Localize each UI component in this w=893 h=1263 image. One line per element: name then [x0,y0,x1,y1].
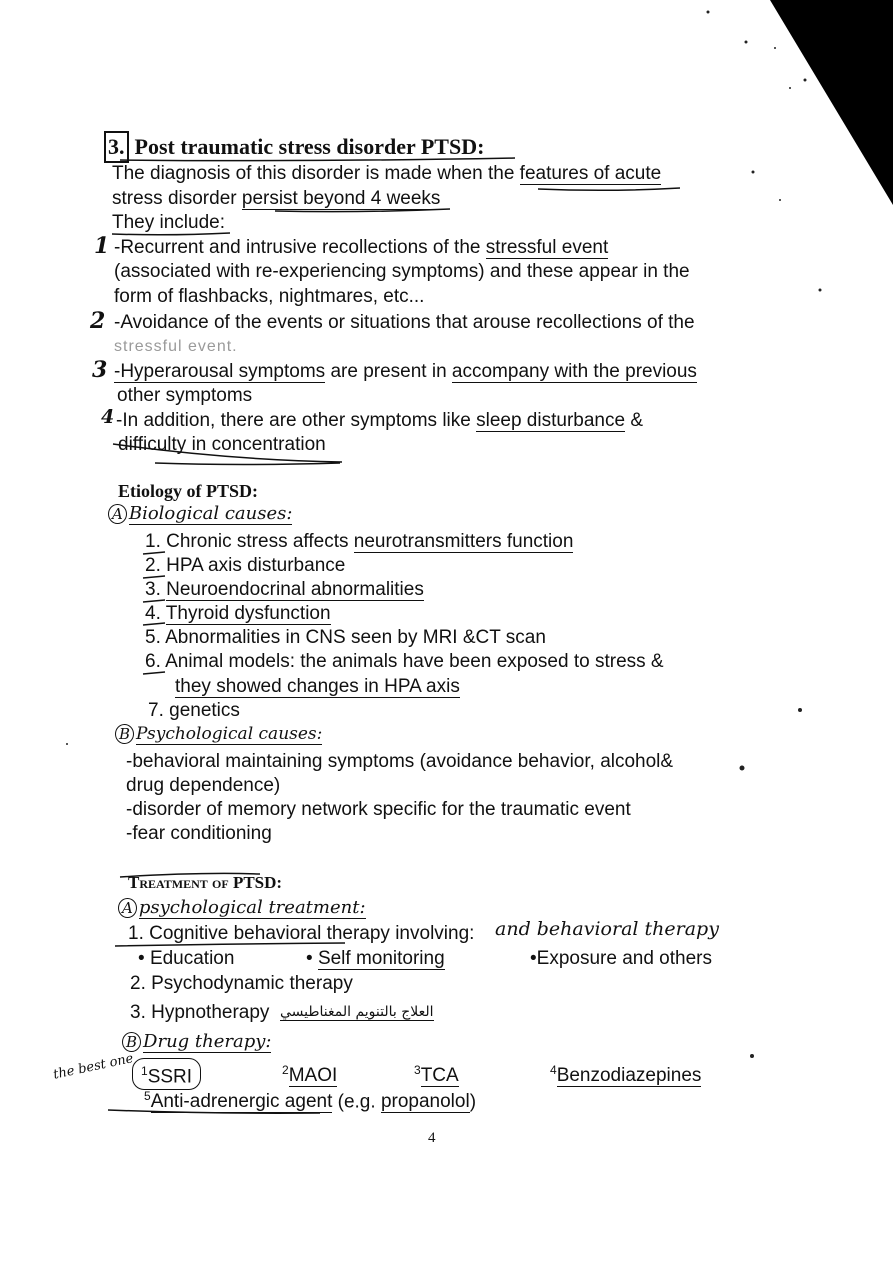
treatment-title: Treatment of PTSD: [128,873,283,892]
psy-item-3: -disorder of memory network specific for the traumatic event [126,799,631,820]
drug-name: TCA [420,1065,459,1087]
intro-text-a: The diagnosis of this disorder is made when the [112,163,520,184]
drug-title: Drug therapy: [143,1031,272,1052]
drug-name: Anti-adrenergic agent [150,1091,333,1113]
section-number: 3. [104,131,129,163]
margin-number-3: 3 [92,357,108,383]
drug-name: SSRI [147,1066,193,1088]
bullet-text: Education [149,948,235,969]
bio-item-6 [145,650,664,674]
bullet-self-monitoring [306,947,445,971]
drug-example: propanolol [380,1091,470,1113]
psy-item-2: drug dependence) [126,775,281,796]
drug-sup: 4 [550,1063,557,1077]
drug-anti-adrenergic [144,1084,476,1114]
bio-title: Biological causes: [128,503,293,524]
bio-item-num: 4. [145,603,161,624]
bio-item-underlined: neurotransmitters function [353,531,574,552]
drug-benzodiazepines [550,1058,701,1088]
intro-line-1 [112,162,661,186]
bio-item-num: 6. [145,651,161,672]
intro-text-d: persist beyond 4 weeks [241,188,441,209]
symptom-3-text: are present in [325,361,452,382]
bio-item-text: Chronic stress affects [166,531,354,552]
bio-item-5 [145,626,546,650]
bio-item-num: 3. [145,579,161,600]
section-title: Post traumatic stress disorder PTSD: [134,134,485,159]
cbt-handwritten-note: and behavioral therapy [495,918,719,940]
bullet-dot-icon: • [138,948,150,969]
bullet-dot-icon: • [530,948,537,969]
bio-item-text: Neuroendocrinal abnormalities [166,579,424,600]
drug-sup: 2 [282,1063,289,1077]
etiology-title: Etiology of PTSD: [118,481,259,501]
margin-number-1: 1 [94,233,110,259]
bio-item-text: HPA axis disturbance [166,555,346,576]
treatment-psy-title: psychological treatment: [138,897,366,918]
drug-eg: (e.g. [332,1091,381,1113]
margin-number-4: 4 [101,406,115,428]
symptom-2-line-2: stressful event. [114,338,238,355]
drug-close-paren: ) [469,1091,477,1113]
bio-item-4 [145,602,331,626]
cbt-line: 1. Cognitive behavioral therapy involving: [128,923,475,944]
intro-text-c: stress disorder [112,188,242,209]
bullet-text: Exposure and others [536,948,712,969]
bio-item-text: Thyroid dysfunction [165,603,331,624]
bullet-text: Self monitoring [317,948,445,969]
drug-sup: 1 [141,1064,148,1078]
bio-item-num: 2. [145,555,161,576]
psychodynamic-line: 2. Psychodynamic therapy [130,973,353,994]
section-header [104,131,484,163]
drug-name: MAOI [288,1065,338,1087]
symptom-4-text: -In addition, there are other symptoms like [116,410,477,431]
bio-item-7 [148,699,240,723]
symptom-3-hyperarousal: -Hyperarousal symptoms [114,361,326,382]
symptom-1-line-2 [114,260,690,284]
symptom-4-sleep: sleep disturbance [476,410,626,431]
symptom-3-accompany: accompany with the previous [451,361,697,382]
psy-title: Psychological causes: [136,724,323,744]
bio-item-num: 1. [145,531,161,552]
hypnotherapy-arabic-note: العلاج بالتنويم المغناطيسي [280,1004,434,1020]
bio-item-text: they showed changes in HPA axis [175,676,460,697]
they-include: They include: [112,212,226,233]
bio-item-text: Abnormalities in CNS seen by MRI &CT scan [165,627,546,648]
symptom-1-text: -Recurrent and intrusive recollections of the [114,237,486,258]
symptom-2-line-1: -Avoidance of the events or situations that arouse recollections of the [114,312,695,333]
symptom-1-appear: and these appear in the [484,261,690,282]
intro-text-b: features of acute [519,163,662,184]
psychological-causes-heading [115,724,322,744]
symptom-3-line-2: other symptoms [117,385,253,406]
symptom-1-line-1 [114,236,608,260]
bio-item-text: genetics [169,700,240,721]
drug-name: Benzodiazepines [556,1065,702,1087]
symptom-1-line-3: form of flashbacks, nightmares, etc... [114,286,425,307]
symptom-1-assoc: (associated with re-experiencing symptoms) [114,261,485,282]
margin-number-2: 2 [90,308,106,334]
drug-therapy-heading [122,1031,271,1052]
bullet-dot-icon: • [306,948,318,969]
bullet-education [138,947,234,971]
symptom-3-line-1 [114,360,697,384]
intro-line-2 [112,187,440,211]
symptom-4-line-1 [116,409,643,433]
symptom-4-line-2: difficulty in concentration [118,434,326,455]
page-number: 4 [428,1130,436,1146]
drug-sup: 3 [414,1063,421,1077]
treatment-a-circle: A [118,898,137,918]
symptom-4-amp: & [625,410,643,431]
bio-item-2 [145,554,345,578]
psy-item-1: -behavioral maintaining symptoms (avoidance behavior, alcohol& [126,751,674,772]
bio-item-1 [145,530,573,554]
psychological-treatment-heading [118,897,366,918]
bio-item-3 [145,578,424,602]
biological-causes-heading [108,503,292,524]
psy-item-4: -fear conditioning [126,823,272,844]
hypnotherapy-line: 3. Hypnotherapy [130,1002,270,1023]
drug-sup: 5 [144,1089,151,1103]
bio-item-6-cont [175,675,460,699]
bio-item-num: 5. [145,627,161,648]
bullet-exposure [530,947,712,971]
treatment-b-circle: B [122,1032,141,1052]
symptom-1-underlined: stressful event [485,237,609,258]
psy-letter-circle: B [115,724,134,744]
bio-letter-circle: A [108,504,127,524]
scan-corner-shadow [770,0,893,205]
bio-item-text: Animal models: the animals have been exposed to stress & [165,651,664,672]
bio-item-num: 7. [148,700,164,721]
left-margin-note: the best one [52,1051,135,1083]
